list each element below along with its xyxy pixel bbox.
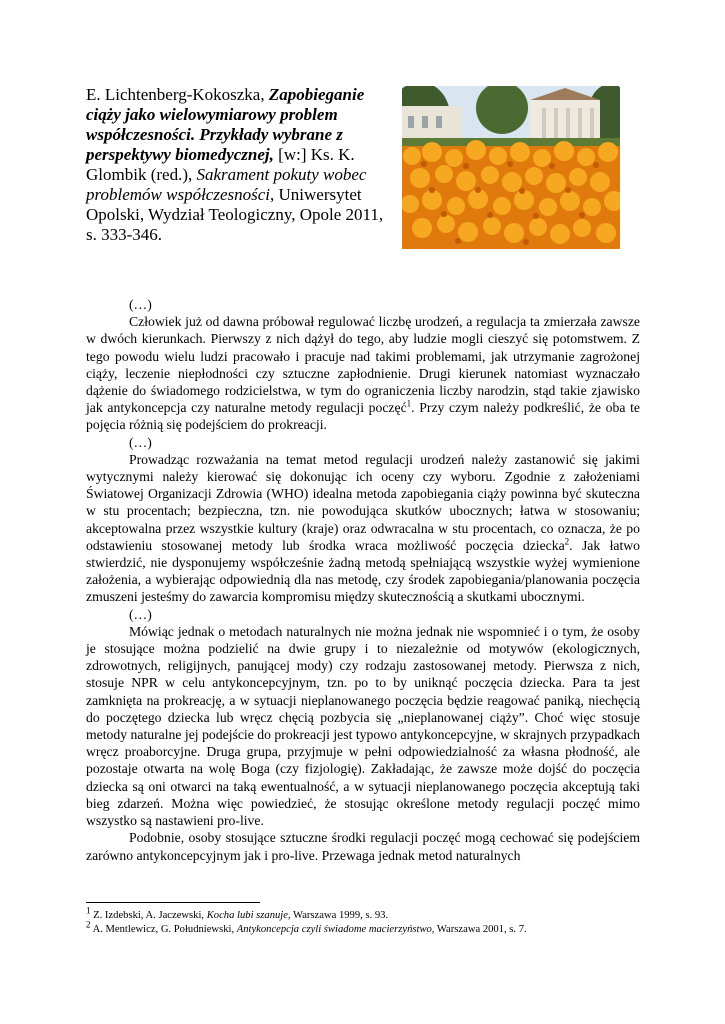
footnotes: [86, 905, 646, 937]
citation-block: [86, 85, 386, 245]
footnote-number: 2: [86, 919, 91, 930]
paragraph-text: Człowiek już od dawna próbował regulować liczbę urodzeń, a regulacja ta zmierzała zawsze w dwóch kierunkach. Pierwszy z nich dążył do tego, aby ludzie mogli cieszyć się potomstwem. Z tego powodu wielu ludzi pracowało i pracuje nad takimi problemami, jak utrzymanie zagrożonej ciąży, leczenie niepłodności czy sztuczne zapłodnienie. Drugi kierunek natomiast wyznaczało dążenie do świadomego rodzicielstwa, w tym do ograniczenia liczby narodzin, stąd takie zjawisko jak antykoncepcja czy naturalne metody regulacji poczęć: [86, 314, 640, 416]
footnote-authors: A. Mentlewicz, G. Południewski,: [90, 924, 237, 935]
paragraph: Podobnie, osoby stosujące sztuczne środki regulacji poczęć mogą cechować się podejściem zarówno antykoncepcyjnym jak i pro-live. Przewaga jednak metod naturalnych: [86, 830, 640, 863]
footnote-publication: Warszawa 1999, s. 93.: [290, 910, 389, 921]
footnote-number: 1: [86, 905, 91, 916]
citation-title-comma: ,: [269, 145, 274, 164]
article-excerpt: [86, 296, 640, 864]
marigold-photo-svg: [402, 86, 620, 249]
paragraph-text: . Jak łatwo stwierdzić, nie dysponujemy współcześnie żadną metodą spełniającą wszystkie wyżej wymienione założenia, a wybierając odpowiednią dla nas metodę, czy środek zapobiegania/planowania poczęcia zmuszeni jesteśmy do zawarcia kompromisu między skutecznością a skutkami ubocznymi.: [86, 537, 641, 605]
footnote-ref[interactable]: 1: [406, 398, 412, 409]
ellipsis-marker: (…): [129, 606, 152, 622]
paragraph: Mówiąc jednak o metodach naturalnych nie można jednak nie wspomnieć i o tym, że osoby je stosujące można podzielić na dwie grupy i to niezależnie od motywów (ekologicznych, zdrowotnych, religijnych, panującej mody) czy rodzaju zastosowanej metody. Pierwsza z nich, stosuje NPR w celu antykoncepcyjnym, tzn. po to by uniknąć poczęcia dziecka. Para ta jest zamknięta na prokreację, a w sytuacji nieplanowanego poczęcia będzie reagować paniką, niechęcią do poczętego dziecka lub wręcz chęcią pozbycia się „nieplanowanej ciąży”. Choć więc stosuje metody naturalne jej podejście do prokreacji jest typowo antykoncepcyjne, w skrajnych przypadkach wręcz proaborcyjne. Druga grupa, przyjmuje w pełni odpowiedzialność za własna płodność, ale pozostaje otwarta na wolę Boga (czy fizjologię). Zakładając, że zawsze może dojść do poczęcia dziecka są oni otwarci na taką ewentualność, a w sytuacji nieplanowanego poczęcia akceptują taki bieg zdarzeń. Można więc powiedzieć, że stosując określone metody regulacji poczęć mimo wszystko są nastawieni pro-live.: [86, 623, 640, 829]
marigold-photo: [402, 86, 620, 249]
footnote-title: Antykoncepcja czyli świadome macierzyństwo,: [236, 924, 435, 935]
footnote-authors: Z. Izdebski, A. Jaczewski,: [90, 910, 207, 921]
ellipsis-marker: (…): [129, 297, 152, 312]
footnote-ref[interactable]: 2: [564, 536, 570, 547]
citation-article-title: Zapobieganie ciąży jako wielowymiarowy problem współczesności. Przykłady wybrane z perspektywy biomedycznej: [86, 85, 365, 164]
citation-editor: [w:] Ks. K. Glombik (red.),: [86, 145, 355, 184]
citation-book-title: Sakrament pokuty wobec problemów współczesności: [86, 165, 367, 204]
paragraph: [86, 451, 640, 606]
ellipsis-marker: (…): [129, 434, 152, 450]
footnote: [86, 905, 646, 923]
footnote: [86, 919, 646, 937]
citation-publisher: , Uniwersytet Opolski, Wydział Teologiczny, Opole 2011, s. 333-346.: [86, 185, 384, 244]
paragraph-text: . Przy czym należy podkreślić, że oba te pojęcia różnią się podejściem do prokreacji.: [86, 400, 640, 433]
footnote-title: Kocha lubi szanuje,: [206, 910, 291, 921]
paragraph-text: Prowadząc rozważania na temat metod regulacji urodzeń należy zastanowić się jakimi wytycznymi należy kierować się dokonując ich oceny czy wyboru. Zgodnie z założeniami Światowej Organizacji Zdrowia (WHO) idealna metoda zapobiegania ciąży powinna być skuteczna w stu procentach; bezpieczna, tzn. nie powodująca skutków ubocznych; łatwa w stosowaniu; akceptowalna przez wszystkie kultury (kraje) oraz odwracalna w stu procentach, co oznacza, że po odstawieniu stosowanej metody lub środka wraca możliwość poczęcia dziecka: [86, 451, 640, 553]
footnote-publication: Warszawa 2001, s. 7.: [434, 924, 527, 935]
citation-author: E. Lichtenberg-Kokoszka,: [86, 85, 265, 104]
paragraph: [86, 313, 640, 433]
footnote-separator: [86, 902, 260, 903]
